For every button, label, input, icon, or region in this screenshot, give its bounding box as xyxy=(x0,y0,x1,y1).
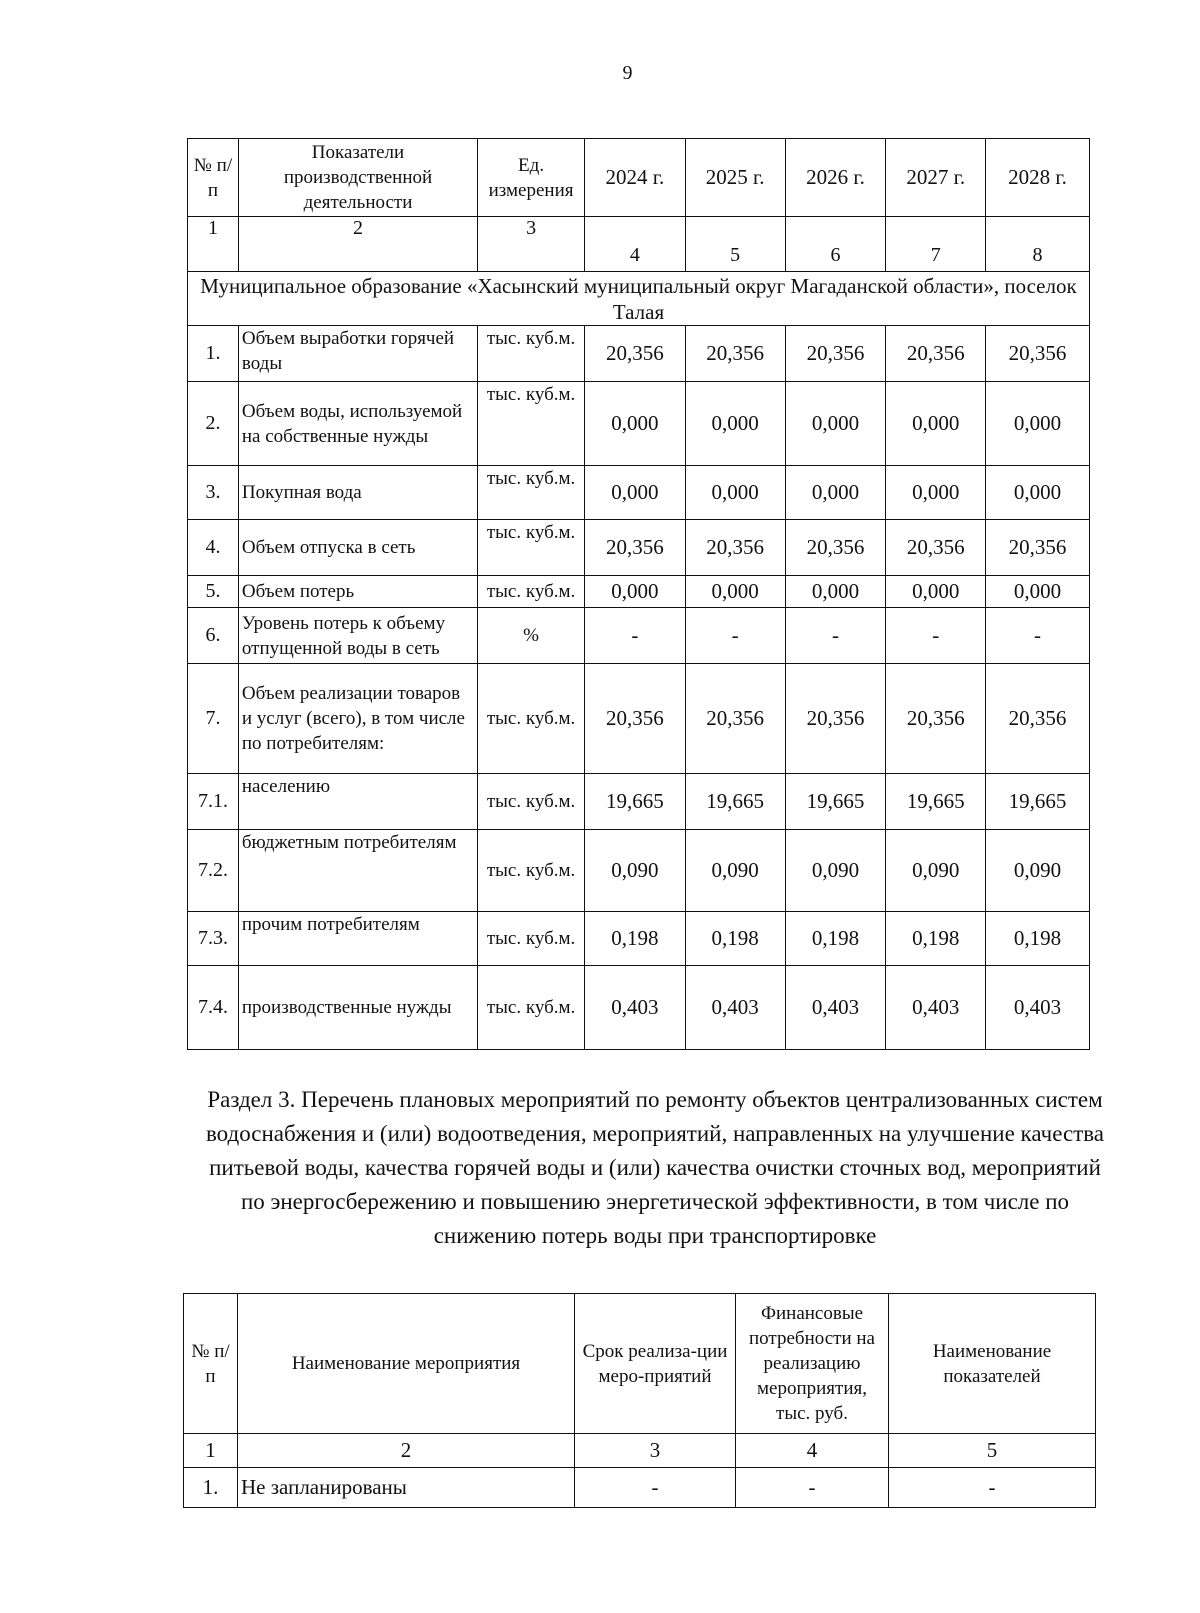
row-value: 20,356 xyxy=(986,664,1090,774)
row-value: 0,000 xyxy=(886,382,986,466)
row-name: Объем реализации товаров и услуг (всего), в том числе по потребителям: xyxy=(238,664,477,774)
row-term: - xyxy=(575,1468,736,1508)
table-row xyxy=(188,912,1090,966)
row-measure-name: Не запланированы xyxy=(238,1468,575,1508)
group-title: Муниципальное образование «Хасынский муниципальный округ Магаданской области», поселок Талая xyxy=(188,272,1090,326)
row-value: 0,198 xyxy=(585,912,686,966)
row-name: населению xyxy=(238,774,477,830)
column-number: 3 xyxy=(575,1434,736,1468)
header-year: 2027 г. xyxy=(886,139,986,217)
column-number: 5 xyxy=(685,217,785,272)
row-value: 0,090 xyxy=(685,830,785,912)
row-value: 20,356 xyxy=(986,326,1090,382)
table-row xyxy=(188,326,1090,382)
row-num: 1. xyxy=(184,1468,238,1508)
column-number: 2 xyxy=(238,217,477,272)
row-unit: тыс. куб.м. xyxy=(478,830,585,912)
table-row xyxy=(188,774,1090,830)
column-number: 7 xyxy=(886,217,986,272)
row-num: 7.1. xyxy=(188,774,239,830)
header-indicator: Показатели производственной деятельности xyxy=(238,139,477,217)
header-year: 2025 г. xyxy=(685,139,785,217)
row-value: 0,000 xyxy=(685,382,785,466)
row-value: 0,000 xyxy=(785,466,886,520)
row-value: 0,000 xyxy=(986,576,1090,608)
row-value: 19,665 xyxy=(986,774,1090,830)
row-value: 0,198 xyxy=(685,912,785,966)
row-value: 20,356 xyxy=(986,520,1090,576)
section-3-title: Раздел 3. Перечень плановых мероприятий по ремонту объектов централизованных систем водоснабжения и (или) водоотведения, мероприятий, направленных на улучшение качества питьевой воды, качества горячей воды и (или) качества очистки сточных вод, мероприятий по энергосбережению и повышению энергетической эффективности, в том числе по снижению потерь воды при транспортировке xyxy=(205,1087,1105,1248)
row-value: 0,000 xyxy=(986,466,1090,520)
header-year: 2028 г. xyxy=(986,139,1090,217)
row-value: 0,000 xyxy=(685,466,785,520)
row-num: 4. xyxy=(188,520,239,576)
row-value: 0,198 xyxy=(886,912,986,966)
row-value: 0,000 xyxy=(585,466,686,520)
row-value: - xyxy=(685,608,785,664)
row-value: 0,198 xyxy=(986,912,1090,966)
row-name: Объем отпуска в сеть xyxy=(238,520,477,576)
row-value: 20,356 xyxy=(886,520,986,576)
row-value: 20,356 xyxy=(685,664,785,774)
row-name: Покупная вода xyxy=(238,466,477,520)
row-unit: тыс. куб.м. xyxy=(478,466,585,520)
row-value: 19,665 xyxy=(585,774,686,830)
column-number: 5 xyxy=(889,1434,1096,1468)
row-num: 2. xyxy=(188,382,239,466)
row-value: 0,403 xyxy=(685,966,785,1050)
row-value: 20,356 xyxy=(585,326,686,382)
row-value: 0,000 xyxy=(585,382,686,466)
row-num: 3. xyxy=(188,466,239,520)
table-row xyxy=(188,608,1090,664)
table-row xyxy=(188,520,1090,576)
column-number: 3 xyxy=(478,217,585,272)
header-year: 2024 г. xyxy=(585,139,686,217)
column-number: 8 xyxy=(986,217,1090,272)
row-unit: % xyxy=(478,608,585,664)
row-value: 0,090 xyxy=(585,830,686,912)
row-value: 20,356 xyxy=(785,664,886,774)
row-num: 5. xyxy=(188,576,239,608)
header-num: № п/п xyxy=(188,139,239,217)
row-value: 0,403 xyxy=(585,966,686,1050)
row-value: - xyxy=(785,608,886,664)
row-value: - xyxy=(886,608,986,664)
row-value: 0,090 xyxy=(986,830,1090,912)
row-value: 20,356 xyxy=(785,520,886,576)
row-num: 7. xyxy=(188,664,239,774)
row-value: 0,000 xyxy=(785,576,886,608)
table-row xyxy=(188,466,1090,520)
row-value: 0,000 xyxy=(886,466,986,520)
row-value: 19,665 xyxy=(685,774,785,830)
table-row xyxy=(188,382,1090,466)
row-unit: тыс. куб.м. xyxy=(478,576,585,608)
row-value: 0,000 xyxy=(886,576,986,608)
table2-header-row xyxy=(184,1294,1096,1434)
page-number: 9 xyxy=(622,62,633,84)
table1-column-numbers xyxy=(188,217,1090,272)
row-value: 0,403 xyxy=(785,966,886,1050)
row-value: 0,090 xyxy=(785,830,886,912)
column-number: 4 xyxy=(736,1434,889,1468)
row-unit: тыс. куб.м. xyxy=(478,520,585,576)
row-value: 19,665 xyxy=(785,774,886,830)
column-number: 1 xyxy=(184,1434,238,1468)
row-finance: - xyxy=(736,1468,889,1508)
row-num: 7.2. xyxy=(188,830,239,912)
header-num: № п/п xyxy=(184,1294,238,1434)
table-row xyxy=(184,1468,1096,1508)
row-value: 0,000 xyxy=(585,576,686,608)
row-value: 0,403 xyxy=(986,966,1090,1050)
row-value: 0,198 xyxy=(785,912,886,966)
column-number: 1 xyxy=(188,217,239,272)
table-row xyxy=(188,664,1090,774)
row-name: прочим потребителям xyxy=(238,912,477,966)
production-indicators-table xyxy=(187,138,1090,1050)
row-name: Объем воды, используемой на собственные нужды xyxy=(238,382,477,466)
header-measure-name: Наименование мероприятия xyxy=(238,1294,575,1434)
row-num: 7.3. xyxy=(188,912,239,966)
planned-measures-table xyxy=(183,1293,1096,1508)
row-unit: тыс. куб.м. xyxy=(478,774,585,830)
row-value: 20,356 xyxy=(685,520,785,576)
table1-header-row xyxy=(188,139,1090,217)
row-value: 0,000 xyxy=(986,382,1090,466)
row-value: 0,000 xyxy=(785,382,886,466)
header-year: 2026 г. xyxy=(785,139,886,217)
row-value: 20,356 xyxy=(685,326,785,382)
row-unit: тыс. куб.м. xyxy=(478,966,585,1050)
table2-column-numbers xyxy=(184,1434,1096,1468)
row-value: 20,356 xyxy=(886,664,986,774)
row-value: 20,356 xyxy=(585,520,686,576)
row-unit: тыс. куб.м. xyxy=(478,382,585,466)
row-value: 0,090 xyxy=(886,830,986,912)
row-value: - xyxy=(585,608,686,664)
header-indicators: Наименование показателей xyxy=(889,1294,1096,1434)
row-name: бюджетным потребителям xyxy=(238,830,477,912)
table-row xyxy=(188,966,1090,1050)
row-value: 19,665 xyxy=(886,774,986,830)
header-term: Срок реализа-ции меро-приятий xyxy=(575,1294,736,1434)
row-num: 1. xyxy=(188,326,239,382)
row-value: 20,356 xyxy=(785,326,886,382)
column-number: 2 xyxy=(238,1434,575,1468)
row-unit: тыс. куб.м. xyxy=(478,912,585,966)
row-value: 0,403 xyxy=(886,966,986,1050)
row-value: 20,356 xyxy=(585,664,686,774)
row-name: Объем выработки горячей воды xyxy=(238,326,477,382)
table-row xyxy=(188,830,1090,912)
header-finance: Финансовые потребности на реализацию мероприятия, тыс. руб. xyxy=(736,1294,889,1434)
row-name: производственные нужды xyxy=(238,966,477,1050)
table-row xyxy=(188,576,1090,608)
column-number: 4 xyxy=(585,217,686,272)
row-num: 7.4. xyxy=(188,966,239,1050)
row-unit: тыс. куб.м. xyxy=(478,664,585,774)
row-num: 6. xyxy=(188,608,239,664)
row-indicators: - xyxy=(889,1468,1096,1508)
row-value: 0,000 xyxy=(685,576,785,608)
header-unit: Ед. измерения xyxy=(478,139,585,217)
row-value: 20,356 xyxy=(886,326,986,382)
row-value: - xyxy=(986,608,1090,664)
row-unit: тыс. куб.м. xyxy=(478,326,585,382)
table1-group-row xyxy=(188,272,1090,326)
column-number: 6 xyxy=(785,217,886,272)
row-name: Объем потерь xyxy=(238,576,477,608)
row-name: Уровень потерь к объему отпущенной воды в сеть xyxy=(238,608,477,664)
